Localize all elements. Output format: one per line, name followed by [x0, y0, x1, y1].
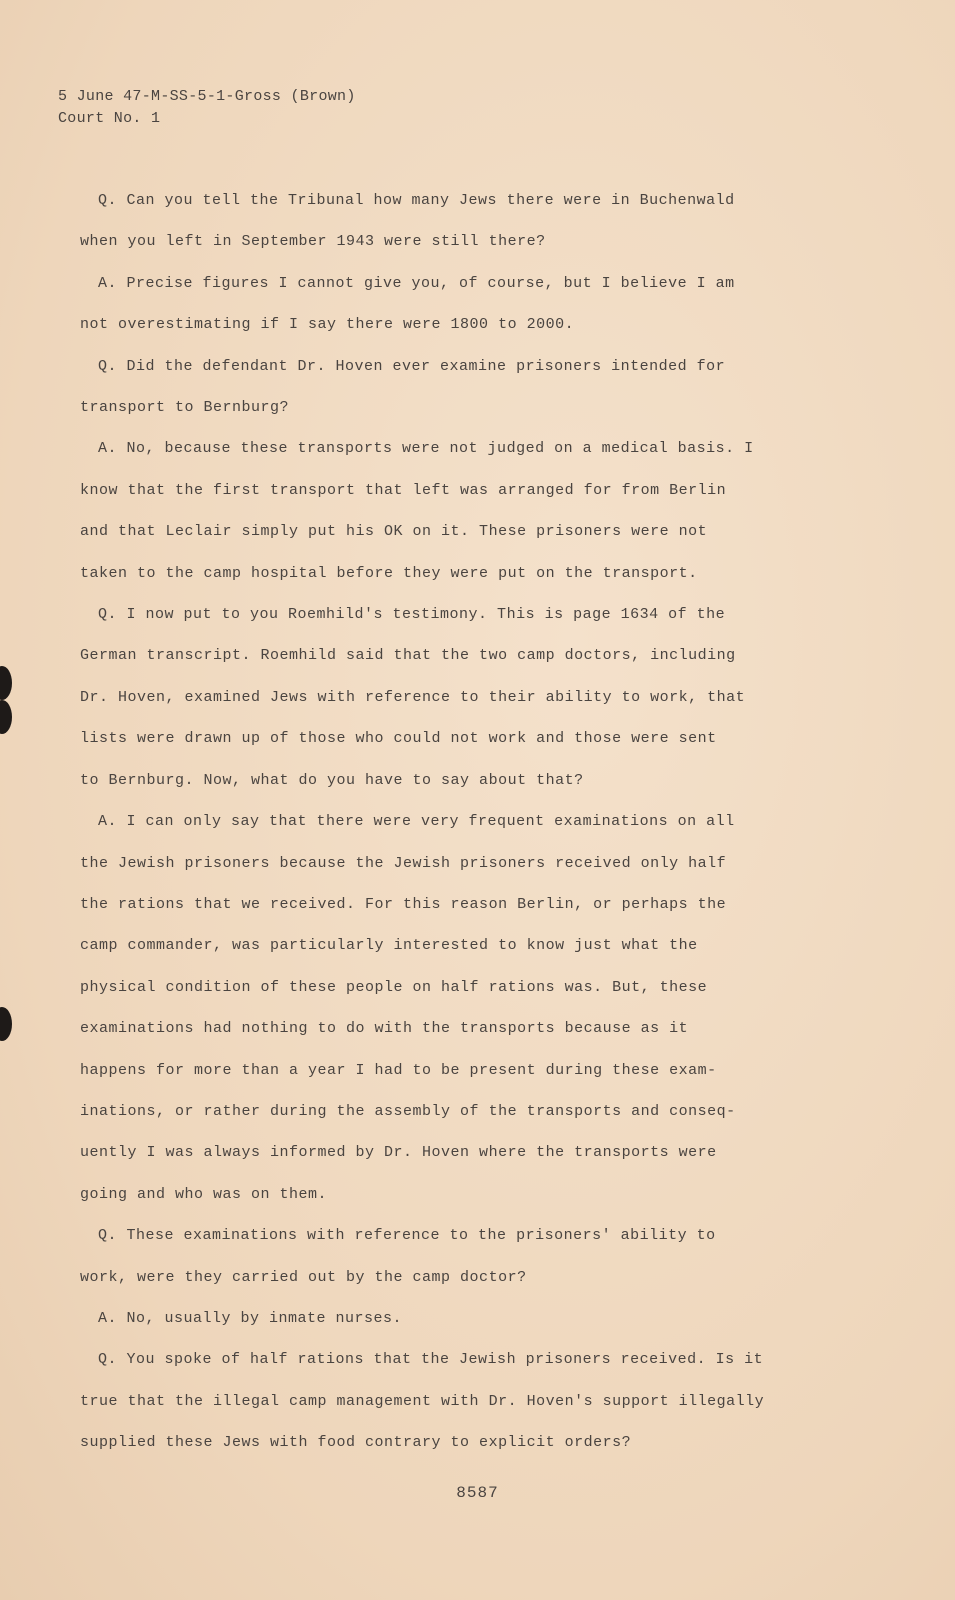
transcript-line: supplied these Jews with food contrary to explicit orders? [80, 1434, 632, 1452]
transcript-line: A. Precise figures I cannot give you, of course, but I believe I am [98, 274, 735, 292]
transcript-line: A. No, usually by inmate nurses. [98, 1309, 403, 1327]
transcript-line: and that Leclair simply put his OK on it. These prisoners were not [80, 523, 708, 541]
transcript-line: examinations had nothing to do with the transports because as it [80, 1020, 689, 1038]
transcript-line: camp commander, was particularly interested to know just what the [80, 937, 698, 955]
transcript-paragraph [62, 263, 842, 346]
transcript-paragraph [62, 180, 842, 263]
transcript-line: going and who was on them. [80, 1185, 328, 1203]
transcript-line: Q. These examinations with reference to the prisoners' ability to [98, 1227, 716, 1245]
transcript-line: true that the illegal camp management with Dr. Hoven's support illegally [80, 1392, 765, 1410]
transcript-line: happens for more than a year I had to be present during these exam- [80, 1061, 717, 1079]
document-header [58, 86, 356, 130]
transcript-line: A. No, because these transports were not judged on a medical basis. I [98, 440, 754, 458]
transcript-line: inations, or rather during the assembly of the transports and conseq- [80, 1102, 736, 1120]
transcript-line: lists were drawn up of those who could not work and those were sent [80, 730, 717, 748]
header-court: Court No. 1 [58, 110, 161, 127]
transcript-paragraph [62, 594, 842, 801]
transcript-line: physical condition of these people on half rations was. But, these [80, 978, 708, 996]
transcript-line: the Jewish prisoners because the Jewish prisoners received only half [80, 854, 727, 872]
page-number: 8587 [456, 1484, 499, 1502]
transcript-line: Q. Can you tell the Tribunal how many Jews there were in Buchenwald [98, 192, 735, 209]
transcript-line: taken to the camp hospital before they were put on the transport. [80, 564, 698, 582]
transcript-line: know that the first transport that left was arranged for from Berlin [80, 481, 727, 499]
punch-hole-middle [0, 700, 12, 734]
transcript-line: Q. You spoke of half rations that the Jewish prisoners received. Is it [98, 1351, 764, 1369]
transcript-line: the rations that we received. For this reason Berlin, or perhaps the [80, 895, 727, 913]
transcript-paragraph [62, 1339, 842, 1463]
header-reference: 5 June 47-M-SS-5-1-Gross (Brown) [58, 88, 356, 105]
transcript-line: to Bernburg. Now, what do you have to say about that? [80, 771, 584, 789]
transcript-line: not overestimating if I say there were 1800 to 2000. [80, 316, 575, 334]
transcript-line: transport to Bernburg? [80, 399, 290, 417]
transcript-line: A. I can only say that there were very frequent examinations on all [98, 813, 735, 831]
punch-hole-top [0, 666, 12, 700]
transcript-line: Q. I now put to you Roemhild's testimony. This is page 1634 of the [98, 606, 726, 624]
transcript-line: Q. Did the defendant Dr. Hoven ever examine prisoners intended for [98, 357, 726, 375]
transcript-paragraph [62, 346, 842, 429]
transcript-line: work, were they carried out by the camp doctor? [80, 1268, 527, 1286]
transcript-line: German transcript. Roemhild said that the two camp doctors, including [80, 647, 736, 665]
transcript-paragraph [62, 801, 842, 1215]
transcript-paragraph [62, 428, 842, 594]
transcript-paragraph [62, 1298, 842, 1339]
transcript-line: Dr. Hoven, examined Jews with reference to their ability to work, that [80, 688, 746, 706]
transcript-paragraph [62, 1215, 842, 1298]
transcript-body [62, 180, 842, 1464]
transcript-line: when you left in September 1943 were still there? [80, 233, 546, 251]
punch-hole-bottom [0, 1007, 12, 1041]
transcript-line: uently I was always informed by Dr. Hoven where the transports were [80, 1144, 717, 1162]
